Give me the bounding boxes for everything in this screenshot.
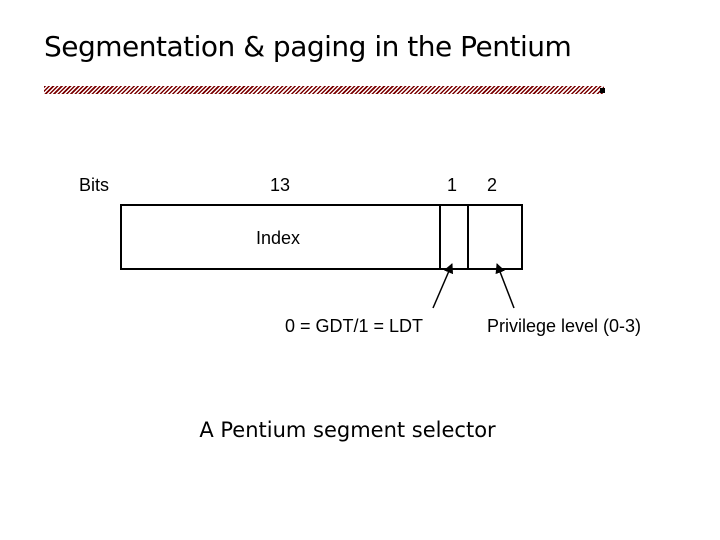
slide-title: Segmentation & paging in the Pentium (44, 30, 572, 63)
index-field-label: Index (256, 228, 301, 248)
table-indicator-arrow (433, 264, 452, 308)
ti-bit-width: 1 (447, 175, 458, 195)
bits-label: Bits (79, 175, 110, 195)
privilege-level-arrow (497, 264, 514, 308)
figure-caption: A Pentium segment selector (199, 418, 496, 442)
selector-register-box (121, 205, 522, 269)
index-bit-width: 13 (270, 175, 291, 195)
privilege-level-annotation: Privilege level (0-3) (487, 316, 642, 336)
table-indicator-annotation: 0 = GDT/1 = LDT (285, 316, 424, 336)
rpl-bit-width: 2 (487, 175, 498, 195)
